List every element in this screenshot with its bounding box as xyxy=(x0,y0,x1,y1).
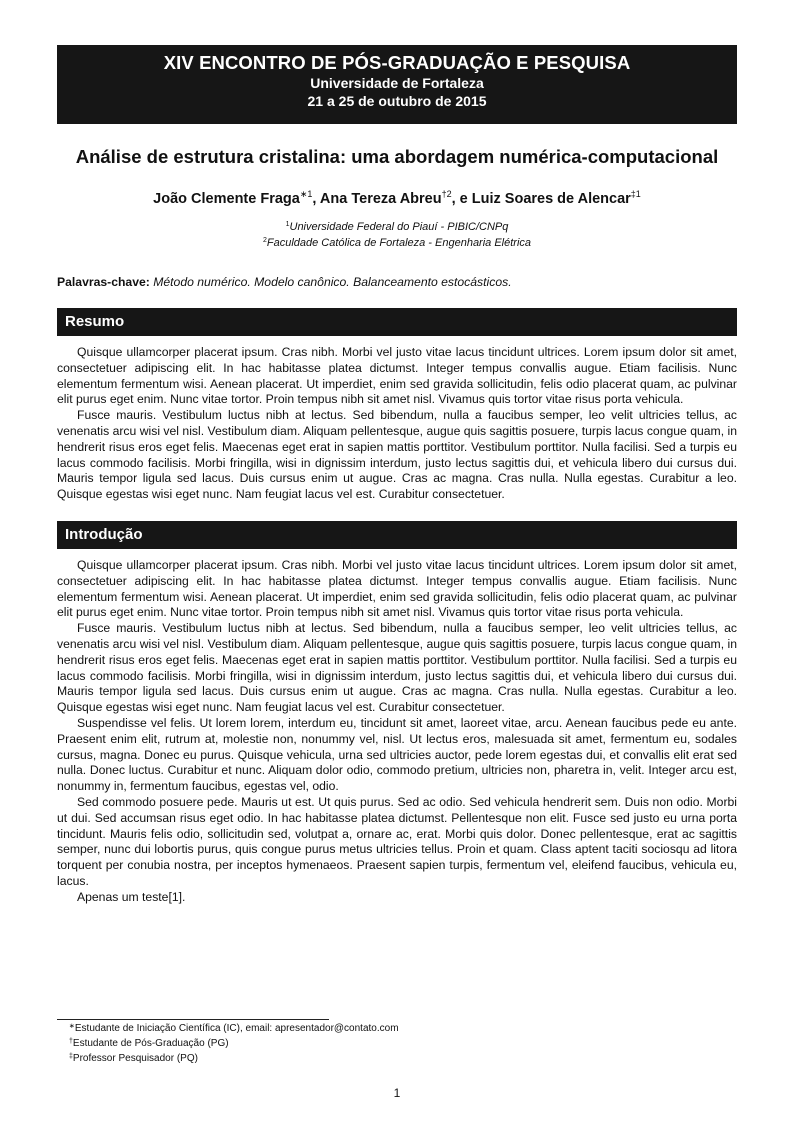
author-name: Luiz Soares de Alencar xyxy=(471,191,631,207)
paper-title: Análise de estrutura cristalina: uma abordagem numérica-computacional xyxy=(75,146,719,167)
section-heading-introducao: Introdução xyxy=(57,521,737,549)
page-content xyxy=(57,45,737,906)
keywords-text: Método numérico. Modelo canônico. Balanceamento estocásticos. xyxy=(153,275,512,289)
affiliation-item: $^2$Faculdade Católica de Fortaleza - Engenharia Elétrica xyxy=(262,237,532,249)
author-name: Ana Tereza Abreu xyxy=(319,191,442,207)
paragraph: Sed commodo posuere pede. Mauris ut est. Ut quis purus. Sed ac odio. Sed vehicula hendrerit sem. Duis non odio. Morbi ut dui. Sed accumsan risus eget odio. In hac habitasse platea dictumst. Pellentesque non elit. Fusce sed justo eu urna porta tincidunt. Mauris felis odio, sollicitudin sed, volutpat a, ornare ac, erat. Morbi quis dolor. Donec pellentesque, erat ac sagittis semper, nunc dui lobortis purus, quis congue purus metus ultricies tellus. Proin et quam. Class aptent taciti sociosqu ad litora torquent per conubia nostra, per inceptos hymenaeos. Praesent sapien turpis, fermentum vel, eleifend faucibus, vehicula eu, lacus. xyxy=(57,794,737,888)
university-name: Universidade de Fortaleza xyxy=(310,75,484,91)
footnotes xyxy=(57,1021,737,1065)
footnote-rule xyxy=(57,1019,329,1020)
keywords xyxy=(57,274,737,290)
keywords-label: Palavras-chave: xyxy=(57,275,150,289)
section-body-introducao xyxy=(57,558,737,906)
conference-title: XIV ENCONTRO DE PÓS-GRADUAÇÃO E PESQUISA xyxy=(163,52,631,73)
affiliation-item: $^1$Universidade Federal do Piauí - PIBIC/CNPq xyxy=(285,221,509,233)
footnote-item: ‡Professor Pesquisador (PQ) xyxy=(69,1052,198,1064)
conference-banner xyxy=(57,45,737,124)
paragraph: Quisque ullamcorper placerat ipsum. Cras nibh. Morbi vel justo vitae lacus tincidunt ultrices. Lorem ipsum dolor sit amet, consectetuer adipiscing elit. In hac habitasse platea dictumst. Integer tempus convallis augue. Etiam facilisis. Nunc elementum fermentum wisi. Aenean placerat. Ut imperdiet, enim sed gravida sollicitudin, felis odio placerat quam, ac pulvinar elit purus eget enim. Nunc vitae tortor. Proin tempus nibh sit amet nisl. Vivamus quis tortor vitae risus porta vehicula. xyxy=(57,557,737,620)
section-body-resumo xyxy=(57,345,737,503)
footnote-item: ∗Estudante de Iniciação Científica (IC), email: apresentador@contato.com xyxy=(69,1023,399,1034)
author-name: João Clemente Fraga xyxy=(153,191,300,207)
author-marks: ‡1 xyxy=(630,189,641,199)
author-marks: ∗1 xyxy=(299,189,313,199)
page-number: 1 xyxy=(393,1086,401,1100)
author-list: João Clemente Fraga$^{∗1}$, Ana Tereza Abreu$^{\dagger 2}$, e Luiz Soares de Alencar$^{\ddagger 1}$ xyxy=(153,189,641,207)
paragraph: Fusce mauris. Vestibulum luctus nibh at lectus. Sed bibendum, nulla a faucibus semper, leo velit ultricies tellus, ac venenatis arcu wisi vel nisl. Vestibulum diam. Aliquam pellentesque, augue quis sagittis posuere, turpis lacus congue quam, in hendrerit risus eros eget felis. Maecenas eget erat in sapien mattis porttitor. Vestibulum porttitor. Nulla facilisi. Sed a turpis eu lacus commodo facilisis. Morbi fringilla, wisi in dignissim interdum, justo lectus sagittis dui, et vehicula libero dui cursus dui. Mauris tempor ligula sed lacus. Duis cursus enim ut augue. Cras ac magna. Cras nulla. Nulla egestas. Curabitur a leo. Quisque egestas wisi eget nunc. Nam feugiat lacus vel est. Curabitur consectetuer. xyxy=(57,621,737,715)
affiliations xyxy=(57,218,737,250)
paragraph: Quisque ullamcorper placerat ipsum. Cras nibh. Morbi vel justo vitae lacus tincidunt ultrices. Lorem ipsum dolor sit amet, consectetuer adipiscing elit. In hac habitasse platea dictumst. Integer tempus convallis augue. Etiam facilisis. Nunc elementum fermentum wisi. Aenean placerat. Ut imperdiet, enim sed gravida sollicitudin, felis odio placerat quam, ac pulvinar elit purus eget enim. Nunc vitae tortor. Proin tempus nibh sit amet nisl. Vivamus quis tortor vitae risus porta vehicula. xyxy=(57,345,737,407)
conference-dates: 21 a 25 de outubro de 2015 xyxy=(307,93,487,109)
section-heading-resumo: Resumo xyxy=(57,308,737,336)
author-marks: †2 xyxy=(441,189,452,199)
paragraph: Suspendisse vel felis. Ut lorem lorem, interdum eu, tincidunt sit amet, laoreet vitae, arcu. Aenean faucibus pede eu ante. Praesent enim elit, rutrum at, molestie non, nonummy vel, nisl. Ut lectus eros, malesuada sit amet, fermentum eu, sodales cursus, magna. Donec eu purus. Quisque vehicula, urna sed ultricies auctor, pede lorem egestas dui, et convallis elit erat sed nulla. Donec luctus. Curabitur et nunc. Aliquam dolor odio, commodo pretium, ultricies non, pharetra in, velit. Integer arcu est, nonummy in, fermentum faucibus, egestas vel, odio. xyxy=(57,715,737,794)
paragraph: Apenas um teste[1]. xyxy=(77,889,186,904)
footnote-item: †Estudante de Pós-Graduação (PG) xyxy=(69,1037,229,1049)
paragraph: Fusce mauris. Vestibulum luctus nibh at lectus. Sed bibendum, nulla a faucibus semper, leo velit ultricies tellus, ac venenatis arcu wisi vel nisl. Vestibulum diam. Aliquam pellentesque, augue quis sagittis posuere, turpis lacus congue quam, in hendrerit risus eros eget felis. Maecenas eget erat in sapien mattis porttitor. Vestibulum porttitor. Nulla facilisi. Sed a turpis eu lacus commodo facilisis. Morbi fringilla, wisi in dignissim interdum, justo lectus sagittis dui, et vehicula libero dui cursus dui. Mauris tempor ligula sed lacus. Duis cursus enim ut augue. Cras ac magna. Cras nulla. Nulla egestas. Curabitur a leo. Quisque egestas wisi eget nunc. Nam feugiat lacus vel est. Curabitur consectetuer. xyxy=(57,408,737,502)
